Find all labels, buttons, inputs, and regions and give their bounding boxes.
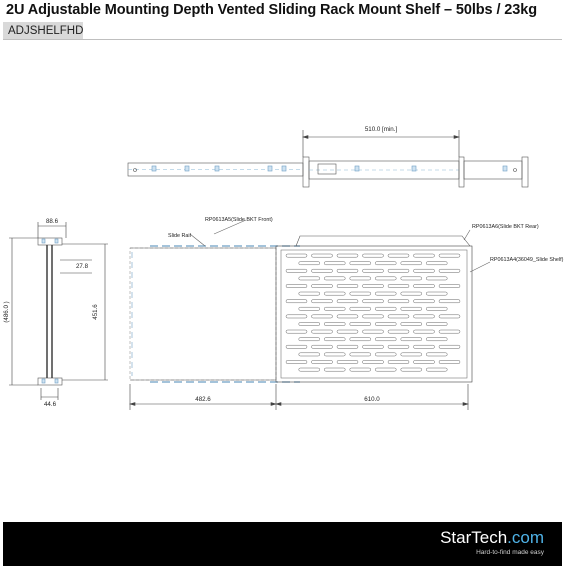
vent-slot — [324, 368, 345, 371]
vent-slot — [363, 269, 384, 272]
vent-slot — [286, 315, 307, 318]
vent-slot — [401, 307, 422, 310]
startech-logo — [440, 528, 544, 548]
vent-slot — [299, 338, 320, 341]
vent-slot — [363, 345, 384, 348]
vent-slot — [388, 345, 409, 348]
vent-slot — [439, 315, 460, 318]
vent-slot — [337, 345, 358, 348]
vent-slot — [439, 254, 460, 257]
dimension-top-min — [303, 130, 459, 157]
callout-slide-shelf: RP0613A4(36049_Slide Shelf) — [490, 257, 564, 263]
vent-slot — [324, 322, 345, 325]
vent-slot — [375, 353, 396, 356]
vent-slot — [337, 269, 358, 272]
vent-slot — [363, 284, 384, 287]
vent-slot — [350, 353, 371, 356]
vent-slot — [324, 277, 345, 280]
vent-slot — [363, 300, 384, 303]
dim-top-min: 510.0 [min.] — [364, 126, 398, 133]
vent-slot — [388, 300, 409, 303]
vent-slot — [401, 292, 422, 295]
brand-footer — [3, 522, 562, 566]
vent-slot — [375, 307, 396, 310]
dim-side-offset: 27.8 — [75, 263, 89, 270]
vent-slot — [401, 338, 422, 341]
vent-slot — [299, 353, 320, 356]
vent-slot — [375, 322, 396, 325]
vent-slot — [337, 300, 358, 303]
vent-slot — [426, 277, 447, 280]
vent-slot — [286, 345, 307, 348]
vent-slot — [388, 360, 409, 363]
vent-slot — [426, 322, 447, 325]
vent-slot — [401, 277, 422, 280]
vent-slot — [286, 330, 307, 333]
vent-slot — [414, 300, 435, 303]
vent-slot — [388, 284, 409, 287]
page-title: 2U Adjustable Mounting Depth Vented Sliding Rack Mount Shelf – 50lbs / 23kg — [6, 2, 537, 18]
vent-slot — [299, 292, 320, 295]
vent-slot — [312, 330, 333, 333]
vent-slot — [414, 330, 435, 333]
brand-tagline: Hard-to-find made easy — [476, 549, 544, 556]
vent-slot — [426, 262, 447, 265]
dim-side-bottom: 44.6 — [43, 401, 57, 408]
vent-slot — [312, 269, 333, 272]
vent-slot — [286, 360, 307, 363]
vent-slot — [363, 360, 384, 363]
vent-slot — [299, 277, 320, 280]
sku-badge: ADJSHELFHD — [3, 22, 83, 40]
vent-slot — [375, 277, 396, 280]
dim-side-height-inner: 451.6 — [92, 304, 99, 320]
vent-slot — [388, 315, 409, 318]
vent-slot — [401, 322, 422, 325]
vent-slot — [401, 353, 422, 356]
vent-slot — [337, 254, 358, 257]
vent-slot — [414, 360, 435, 363]
vent-slot — [350, 277, 371, 280]
vent-slot — [426, 353, 447, 356]
vent-slot — [426, 307, 447, 310]
vent-slot — [312, 300, 333, 303]
vent-slot — [426, 292, 447, 295]
callout-slide-bkt-rear: RP0613A6(Slide BKT Rear) — [472, 224, 539, 230]
vent-slot — [439, 284, 460, 287]
vent-slot — [414, 345, 435, 348]
vent-slot — [439, 330, 460, 333]
vent-slot — [337, 284, 358, 287]
slide-rail-top-view — [128, 157, 528, 187]
vent-slot — [414, 269, 435, 272]
vent-slot — [363, 254, 384, 257]
vent-slot — [375, 368, 396, 371]
front-view-rails — [130, 246, 300, 382]
vent-slot — [337, 315, 358, 318]
vent-slot — [439, 360, 460, 363]
logo-suffix: .com — [507, 528, 544, 547]
vent-slot — [414, 315, 435, 318]
vent-slot — [312, 360, 333, 363]
vent-slot — [286, 269, 307, 272]
vent-slot — [324, 353, 345, 356]
vent-slot — [401, 368, 422, 371]
vent-slot — [324, 262, 345, 265]
vent-slot — [312, 284, 333, 287]
side-view-profile — [38, 238, 62, 385]
vent-slot — [312, 315, 333, 318]
vent-slot — [299, 307, 320, 310]
vent-slot — [350, 322, 371, 325]
vent-slot — [414, 284, 435, 287]
vent-slot — [299, 368, 320, 371]
vent-slot — [439, 345, 460, 348]
vent-slot — [337, 330, 358, 333]
vent-slot — [363, 315, 384, 318]
vent-slot — [299, 262, 320, 265]
vent-slot — [388, 269, 409, 272]
vent-slot — [439, 300, 460, 303]
vent-slot — [350, 368, 371, 371]
vent-slot — [375, 262, 396, 265]
logo-main: StarTech — [440, 528, 508, 547]
vent-slot — [363, 330, 384, 333]
callout-slide-rail: Slide Rail — [168, 233, 191, 239]
vent-slot — [439, 269, 460, 272]
vent-slot — [350, 338, 371, 341]
vent-slot — [324, 307, 345, 310]
dim-front-width: 482.6 — [195, 396, 211, 403]
vent-slot — [337, 360, 358, 363]
vent-slot — [426, 368, 447, 371]
dim-shelf-depth: 610.0 — [364, 396, 380, 403]
vent-slot — [286, 284, 307, 287]
vent-slot — [286, 254, 307, 257]
vent-slot — [324, 292, 345, 295]
dim-side-width: 88.6 — [45, 218, 59, 225]
vent-slot — [375, 292, 396, 295]
dim-side-height-total: (486.0 ) — [3, 301, 10, 323]
vent-slot — [312, 254, 333, 257]
vent-slot — [350, 307, 371, 310]
vent-slot — [388, 330, 409, 333]
vent-slot — [388, 254, 409, 257]
vent-slot — [375, 338, 396, 341]
callout-slide-bkt-front: RP0613A5(Slide BKT Front) — [205, 217, 273, 223]
vent-slot — [401, 262, 422, 265]
vent-slot — [312, 345, 333, 348]
vent-slot — [299, 322, 320, 325]
vent-slot — [414, 254, 435, 257]
bottom-dimensions — [130, 384, 468, 410]
vent-slot — [350, 292, 371, 295]
vent-slot — [350, 262, 371, 265]
vent-slot — [426, 338, 447, 341]
vent-slot — [286, 300, 307, 303]
vented-shelf — [276, 236, 472, 382]
vent-slot — [324, 338, 345, 341]
